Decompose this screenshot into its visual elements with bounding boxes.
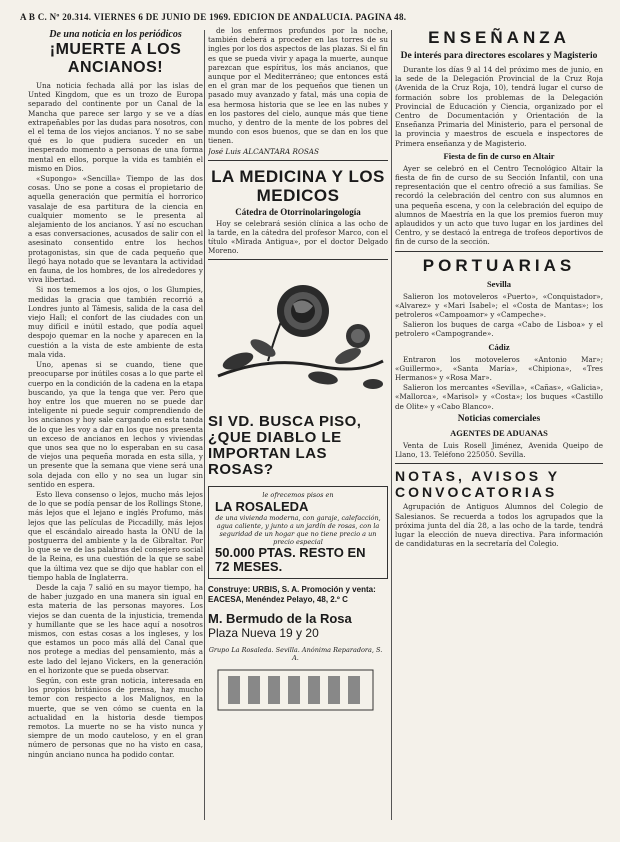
- rose-image: [208, 266, 388, 406]
- article-continuation: [208, 26, 388, 146]
- paragraph: Salieron los buques de carga «Cabo de Lisboa» y el petrolero «Campogrande».: [395, 320, 603, 339]
- paragraph: Esto lleva consenso o lejos, mucho más lejos de lo que se podía pensar de los Rollings Stone, más lejos que el lejano e inglés Profumo, más lejos que las películas de Piccadilly, más lejos que el escándalo aireado hasta la ONU de la postguerra del ambiente y la de Gibraltar. Por lo que se ve de las palabras del consejero social de la Reina, es una cuestión de la que se sabe que la última vez que se dijo que hablar con el tiempo habla de Inglaterra.: [28, 489, 203, 582]
- port-text-cadiz: [395, 355, 603, 411]
- divider: [208, 160, 388, 161]
- altair-subhead: Fiesta de fin de curso en Altair: [443, 150, 555, 161]
- ad-brand-name: LA ROSALEDA: [215, 499, 309, 515]
- notices-text: [395, 502, 603, 548]
- paragraph: Entraron los motoveleros «Antonio Mar»; «Guillermo», «Santa María», «Chipiona», «Tres Hermanos» y «Rosa Mar».: [395, 354, 603, 383]
- column-2: [208, 26, 388, 826]
- education-section-title: ENSEÑANZA: [428, 28, 570, 47]
- paragraph: Hoy se celebrará sesión clínica a las ocho de la tarde, en la cátedra del profesor Marco, con el título «Mirada Antigua», por el doctor Delgado Moreno.: [208, 218, 388, 256]
- paragraph: Uno, apenas si se cuando, tiene que preocuparse por inútiles cosas a lo que parte el cuerpo en la condición de la cadena en la etapa buscando, ya que la tenga que ver. Pero que hoy entre los que mueren no se puede dar inteligente ni puede seguir comprendiendo de los ancianos y hoy sale cargando en esta tanda de lo que les voy a dar en los que nos presenta un exceso de ancianos en lechos y viviendas que unos sea que no lo esperaban en su casa de viejos una pequeña morada en esta silla, y un presente que la semana que viene será una sola dejada con ello y no sea un lugar sin sentido en espera.: [28, 360, 203, 489]
- paragraph: Agrupación de Antiguos Alumnos del Colegio de Salesianos. Se recuerda a todos los agrupados que la próxima junta del día 28, a las ocho de la tarde, tendrá lugar la elección de nueva directiva. Para información de candidaturas en la secretaría del Colegio.: [395, 502, 603, 549]
- divider: [395, 463, 603, 464]
- customs-agents: AGENTES DE ADUANAS: [450, 427, 548, 438]
- port-section-title: PORTUARIAS: [422, 255, 576, 275]
- article-signature: José Luis ALCANTARA ROSAS: [208, 146, 319, 156]
- article-kicker: De una noticia en los periódicos: [49, 29, 182, 40]
- building-illustration: [208, 646, 383, 716]
- ad-details: de una vivienda moderna, con garaje, calefacción, agua caliente, y junto a un jardín de rosas, con la seguridad de un hogar que no tiene precio a un precio especial: [215, 514, 381, 547]
- ad-intro: le ofrecemos pisos en: [262, 491, 334, 500]
- ad-address: Plaza Nueva 19 y 20: [208, 626, 319, 641]
- paragraph: Según, con este gran noticia, interesada en los propios británicos de prensa, hay mucho temor con respecto a los Malignos, en la muerte, que se ven cómo se cuenta en la actualidad en la historia desde tiempos remotos. La muerte no se ha visto nunca y siempre de un modo cauteloso, y en el gran número de personas que no ha visto en casa, ningún anciano nunca ha podido contar.: [28, 676, 203, 759]
- divider: [208, 259, 388, 260]
- medicine-text: [208, 219, 388, 256]
- paragraph: Ayer se celebró en el Centro Tecnológico Altair la fiesta de fin de curso de su Sección Infantil, con una representación que el centro ofreció a sus familias. Se recordó la celebración del centro con sus alumnos en una pequeña escena, y con la celebración del equipo de alumnos de Maestría en la que los premios fueron muy aplaudidos y un acto que tuvo lugar en los jardines del Centro, y se destacó la entrega de trofeos deportivos de fin de curso de la sección.: [395, 163, 603, 247]
- building-caption: Grupo La Rosaleda. Sevilla. Anónima Reparadora, S. A.: [208, 646, 383, 663]
- rosaleda-ad-box: [208, 486, 388, 579]
- column-rule: [204, 30, 205, 820]
- paragraph: Durante los días 9 al 14 del próximo mes de junio, en la sede de la Delegación Provincial de la Cruz Roja (Avenida de la Cruz Roja, 10), tendrá lugar el curso de formación sobre los problemas de la Delegación Provincial de Educación y Ciencia, organizado por el Centro de Documentación y Orientación de la Enseñanza Primaria del Ministerio, para el personal de la provincia y maestros de escuela e inspectores de Primera enseñanza y de Magisterio.: [395, 65, 603, 148]
- paragraph: Venta de Luis Rosell Jiménez, Avenida Queipo de Llano, 13. Teléfono 225050. Sevilla.: [395, 440, 603, 460]
- commercial-text: [395, 441, 603, 459]
- commercial-news-title: Noticias comerciales: [457, 413, 541, 424]
- paragraph: Salieron los mercantes «Sevilla», «Cañas», «Galicia», «Mallorca», «Marisol» y «Costa»; los buques «Castillo de Olite» y «Cabo Blanco».: [395, 383, 603, 411]
- paragraph: de los enfermos profundos por la noche, también deberá a proceder en las torres de su ingles por los dos aspectos de las plazas. Si el fin es que se pueda vivir y apaga la muerte, aunque parezcan que espíritus, los más ancianos, que aunque por el Mediterráneo; que entonces está en el gran mar de los pequeños que tienen un pasado muy avanzado y fatal, más una copia de esa hermosa historia que se lee en las nubes y en los pastores del cielo, aunque más que tiene mucho, y dentro de la mente de los pobres del mundo con esos buenos, que se dan en los que tienen.: [208, 26, 388, 146]
- education-subhead: De interés para directores escolares y Magisterio: [400, 51, 598, 61]
- paragraph: Una noticia fechada allá por las islas de Unted Kingdom, que es un trozo de Europa separado del continente por un Canal de la Mancha que parece ser largo y se ve a días extrapeñables por las dudas para nosotros, con el el tema de los viejos ancianos. Y no se sabe qué es lo que pudiera suceder en un inesperado momento a personas de una forma mental en ellos, porque la vida es también el mismo en Dios.: [28, 81, 203, 173]
- article-headline: ¡MUERTE A LOS ANCIANOS!: [49, 41, 182, 76]
- divider: [395, 251, 603, 252]
- medicine-subtitle: Cátedra de Otorrinolaringología: [235, 206, 361, 217]
- paragraph: Si nos tememos a los ojos, o los Glumpies, medidas la gracia que también recorrió a Londres junto al Támesis, salida de la casa del viejo Hall; el confort de las ciudades con un muy difícil e inútil estado, que podía aquel despojo quemar en la noche y aparecen en la cuestión a la vista de este ambiente de esta mala vida.: [28, 285, 203, 359]
- column-3: [395, 26, 603, 826]
- paragraph: «Supongo» «Sencilla» Tiempo de las dos cosas. Uno se pone a cosas el propietario de aquella generación que permitía el horrorico vasalaje de esa partitura de la ciencia en cualquier momento se le presenta al alejamiento de los ancianos. Y así no escuchan a esas conversaciones, acusados de salir con el asesinato consentido entre los hechos protagonistas, sin que de cada pequeño que llegó haya notado que se levantara la actividad en fauna, de los hombres, de los alrededores y viva libertad.: [28, 174, 203, 285]
- article-body: [28, 81, 203, 759]
- apartment-ad-headline: SI VD. BUSCA PISO, ¿QUE DIABLO LE IMPORTAN LAS ROSAS?: [208, 413, 362, 479]
- port-text: [395, 292, 603, 339]
- page-header: A B C. Nº 20.314. VIERNES 6 DE JUNIO DE 1969. EDICION DE ANDALUCIA. PAGINA 48.: [20, 12, 407, 22]
- notices-section-title: NOTAS, AVISOS Y CONVOCATORIAS: [395, 468, 560, 501]
- education-text: [395, 65, 603, 148]
- paragraph: Salieron los motoveleros «Puerto», «Conquistador», «Alvarez» y «Mari Isabel»; el «Costa de Mantas»; los petroleros «Campoamor» y «Campeche».: [395, 291, 603, 320]
- ad-contact: Construye: URBIS, S. A. Promoción y venta: EACESA, Menéndez Pelayo, 48, 2.º C: [208, 585, 376, 605]
- ad-agent: M. Bermudo de la Rosa: [208, 611, 352, 627]
- building-image: [208, 662, 383, 714]
- altair-text: [395, 164, 603, 247]
- paragraph: Desde la caja 7 salió en su mayor tiempo, ha de haber juzgado en una manera sin igual en esta materia de las personas mayores. Los viejos se dan cuenta de la injusticia, tremenda y humillante que se les hace aquí a nosotros mismos, con estas cosas a los ingleses, y los que estamos un poco más allá del Canal que nos protege a medias del pensamiento, más a este lado del lejano Vickers, en la generación en el horizonte que se pueda observar.: [28, 582, 203, 675]
- rose-illustration: [208, 266, 388, 406]
- column-rule: [391, 30, 392, 820]
- column-1: [28, 26, 203, 826]
- port-cadiz: Cádiz: [488, 341, 510, 352]
- ad-price: 50.000 PTAS. RESTO EN 72 MESES.: [215, 545, 366, 575]
- medicine-section-title: LA MEDICINA Y LOS MEDICOS: [211, 166, 385, 205]
- port-sevilla: Sevilla: [486, 278, 512, 289]
